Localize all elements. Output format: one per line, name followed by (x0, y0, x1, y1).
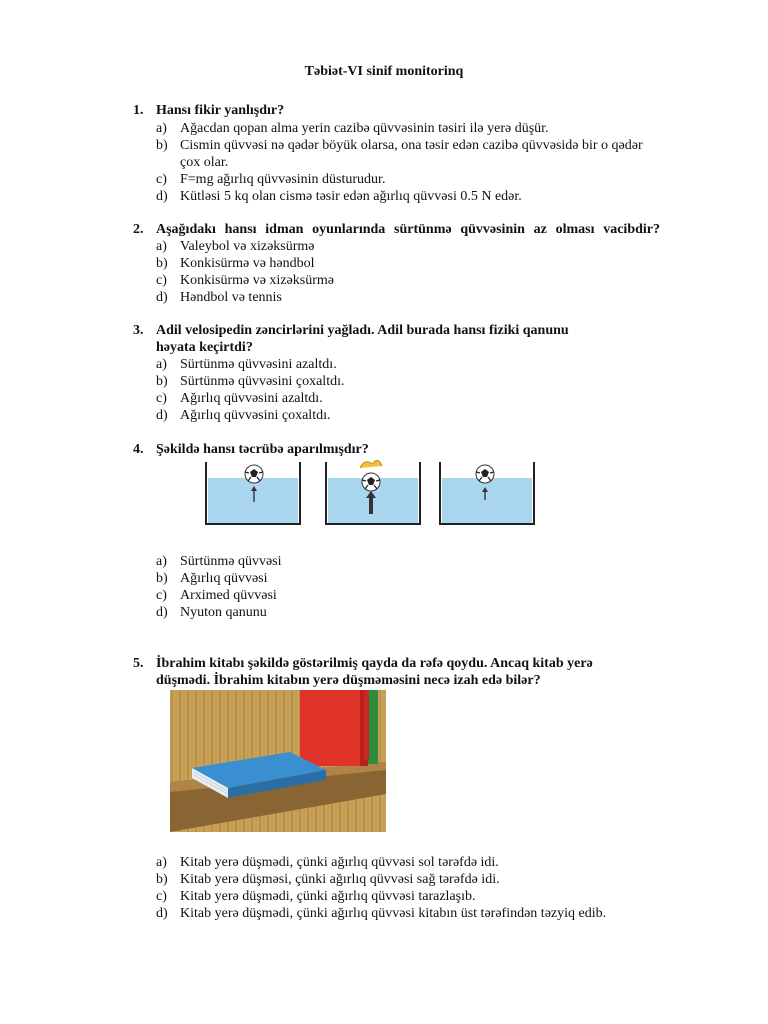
option-text: Kitab yerə düşmədi, çünki ağırlıq qüvvəsi kitabın üst tərəfindən təzyiq edib. (180, 906, 607, 921)
option-text: Ağırlıq qüvvəsini çoxaltdı. (180, 408, 331, 423)
option-letter: a) (156, 357, 167, 372)
water-container-3 (440, 462, 534, 524)
question-text: Şəkildə hansı təcrübə aparılmışdır? (156, 442, 369, 457)
book-on-shelf-figure (170, 690, 386, 832)
option-letter: d) (156, 906, 168, 921)
option-letter: c) (156, 889, 167, 904)
ball-icon (362, 473, 380, 491)
option-text: Ağırlıq qüvvəsi (180, 571, 268, 586)
question-text-line-2: həyata keçirtdi? (156, 340, 253, 355)
option-text: Konkisürmə və həndbol (180, 256, 315, 271)
option-text: Kitab yerə düşmədi, çünki ağırlıq qüvvəsi sol tərəfdə idi. (180, 855, 499, 870)
option-letter: d) (156, 605, 168, 620)
page-title: Təbiət-VI sinif monitorinq (304, 64, 464, 79)
option-text: Sürtünmə qüvvəsini çoxaltdı. (180, 374, 345, 389)
question-number: 5. (133, 656, 144, 671)
question-text-line-1: Adil velosipedin zəncirlərini yağladı. Adil burada hansı fiziki qanunu (156, 323, 569, 338)
option-letter: b) (156, 374, 168, 389)
red-books (300, 690, 378, 766)
question-number: 2. (133, 222, 144, 237)
option-letter: c) (156, 391, 167, 406)
option-letter: b) (156, 571, 168, 586)
option-letter: a) (156, 855, 167, 870)
option-text: Kitab yerə düşməsi, çünki ağırlıq qüvvəsi sağ tərəfdə idi. (180, 872, 500, 887)
question-number: 4. (133, 442, 144, 457)
option-letter: d) (156, 189, 168, 204)
splash-icon (360, 460, 382, 468)
question-text: Hansı fikir yanlışdır? (156, 103, 285, 118)
option-text: Sürtünmə qüvvəsi (180, 554, 282, 569)
water-container-1 (206, 462, 300, 524)
option-letter: c) (156, 273, 167, 288)
option-text: Həndbol və tennis (180, 290, 282, 305)
option-letter: d) (156, 408, 168, 423)
option-letter: b) (156, 256, 168, 271)
option-text: F=mg ağırlıq qüvvəsinin düsturudur. (180, 172, 386, 187)
option-text: Ağacdan qopan alma yerin cazibə qüvvəsinin təsiri ilə yerə düşür. (180, 121, 549, 136)
option-letter: a) (156, 121, 167, 136)
question-number: 1. (133, 103, 144, 118)
option-letter: b) (156, 872, 168, 887)
buoyancy-experiment-figure (200, 458, 540, 530)
ball-icon (476, 465, 494, 483)
option-letter: b) (156, 138, 168, 153)
option-text: Kütləsi 5 kq olan cismə təsir edən ağırlıq qüvvəsi 0.5 N edər. (180, 189, 522, 204)
option-text: Cismin qüvvəsi nə qədər böyük olarsa, ona təsir edən cazibə qüvvəsidə bir o qədər çox olar. (180, 138, 643, 170)
option-text: Arximed qüvvəsi (180, 588, 277, 603)
question-text: Aşağıdakı hansı idman oyunlarında sürtünmə qüvvəsinin az olması vacibdir? (156, 222, 660, 237)
option-text: Nyuton qanunu (180, 605, 267, 620)
option-text: Ağırlıq qüvvəsini azaltdı. (180, 391, 323, 406)
option-letter: a) (156, 554, 167, 569)
option-letter: c) (156, 172, 167, 187)
question-text-line-2: düşmədi. İbrahim kitabın yerə düşməməsini necə izah edə bilər? (156, 673, 541, 688)
water-container-2 (326, 460, 420, 524)
option-text: Kitab yerə düşmədi, çünki ağırlıq qüvvəsi tarazlaşıb. (180, 889, 476, 904)
question-number: 3. (133, 323, 144, 338)
option-text: Sürtünmə qüvvəsini azaltdı. (180, 357, 337, 372)
ball-icon (245, 465, 263, 483)
question-text-line-1: İbrahim kitabı şəkildə göstərilmiş qayda da rəfə qoydu. Ancaq kitab yerə (156, 656, 593, 671)
option-letter: c) (156, 588, 167, 603)
option-letter: d) (156, 290, 168, 305)
option-text: Valeybol və xizəksürmə (180, 239, 315, 254)
option-text: Konkisürmə və xizəksürmə (180, 273, 334, 288)
option-letter: a) (156, 239, 167, 254)
